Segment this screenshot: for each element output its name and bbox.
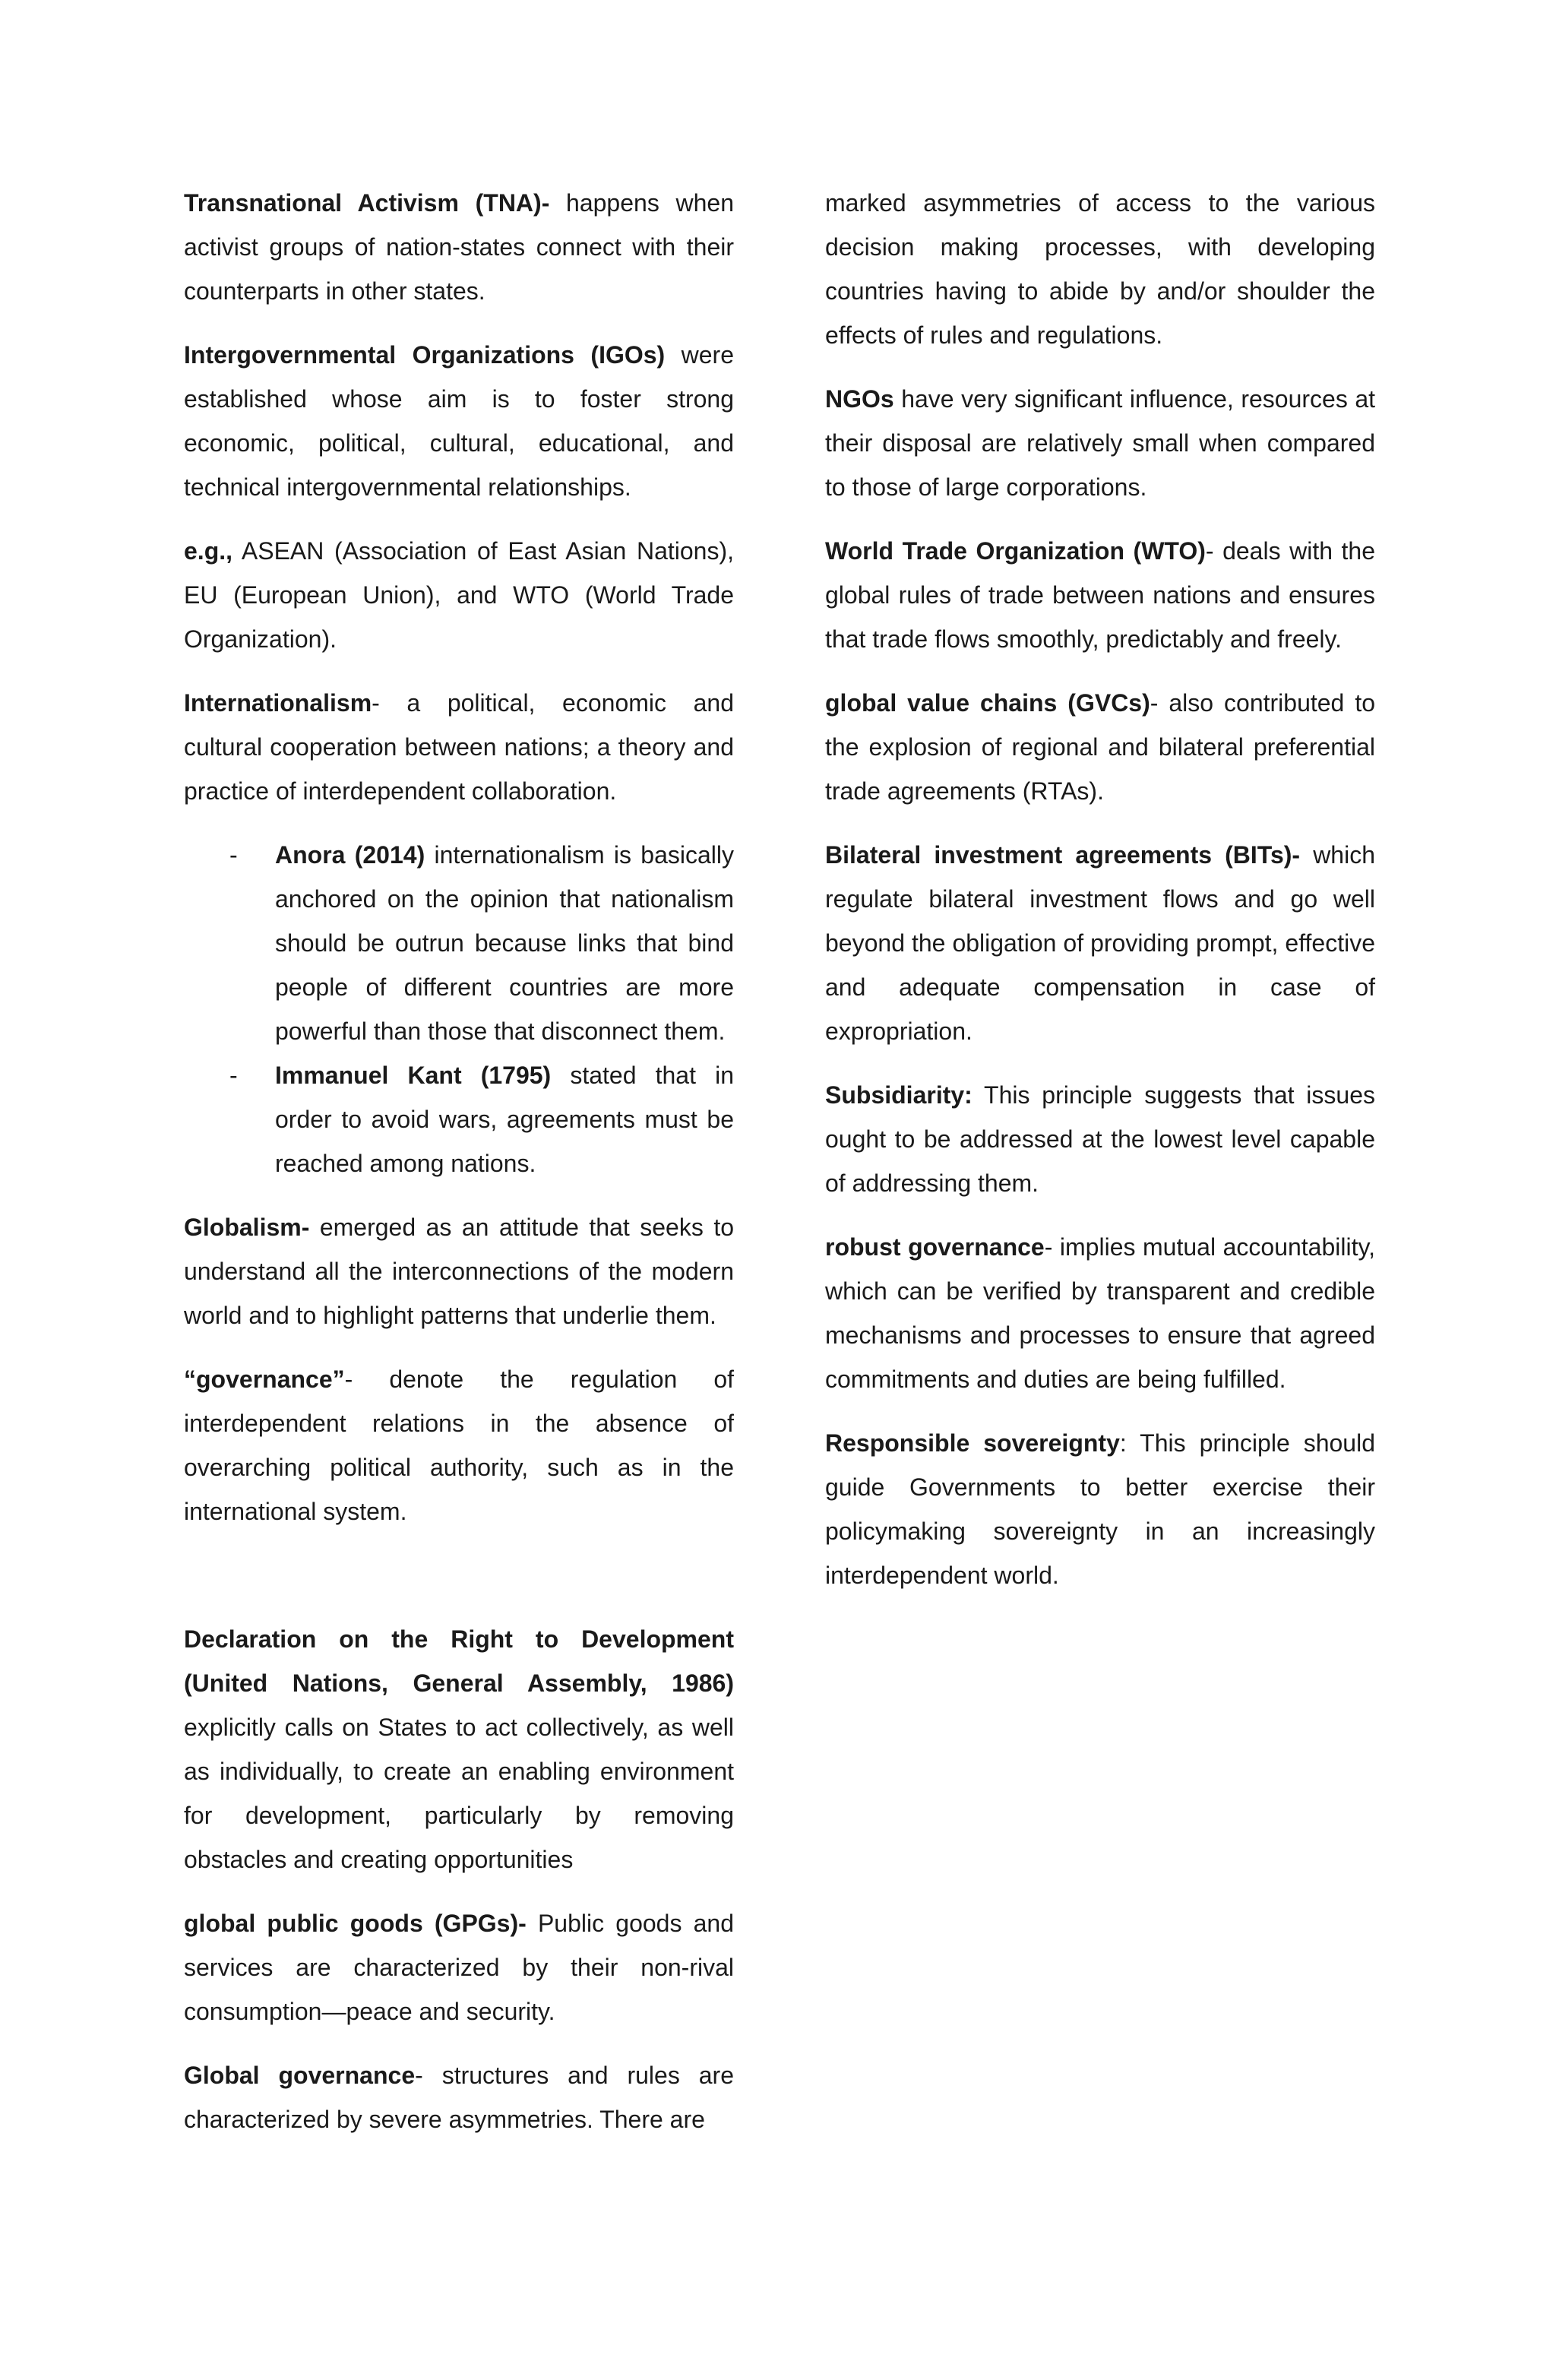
governance-paragraph — [184, 1357, 734, 1533]
bullet-list — [184, 833, 734, 1185]
global-governance-paragraph — [184, 2053, 734, 2141]
declaration-text: explicitly calls on States to act collectively, as well as individually, to create an enabling environment for development, particularly by removing obstacles and creating opportunities — [184, 1714, 734, 1873]
bullet-dash: - — [229, 1062, 238, 1089]
governance-term: “governance” — [184, 1366, 345, 1393]
ngos-paragraph — [825, 377, 1375, 509]
gvcs-paragraph — [825, 681, 1375, 813]
gpgs-paragraph — [184, 1901, 734, 2033]
list-item — [184, 1053, 734, 1185]
internationalism-bullet-list — [184, 833, 734, 1185]
gvcs-term: global value chains (GVCs) — [825, 689, 1150, 717]
left-column — [184, 181, 734, 2161]
bits-paragraph — [825, 833, 1375, 1053]
wto-paragraph — [825, 529, 1375, 661]
responsible-sovereignty-paragraph — [825, 1421, 1375, 1597]
tna-paragraph — [184, 181, 734, 313]
wto-term: World Trade Organization (WTO) — [825, 537, 1206, 565]
bullet-text: internationalism is basically anchored on the opinion that nationalism should be outrun because links that bind people of different countries are more powerful than those that disconnect them. — [275, 841, 735, 1045]
internationalism-text: - a political, economic and cultural cooperation between nations; a theory and practice of interdependent collaboration. — [184, 689, 734, 805]
gpgs-text: Public goods and services are characterized by their non-rival consumption—peace and security. — [184, 1910, 735, 2025]
globalism-term: Globalism- — [184, 1214, 310, 1241]
igos-term: Intergovernmental Organizations (IGOs) — [184, 341, 666, 369]
bullet-dash: - — [229, 841, 238, 869]
continuation-paragraph — [825, 181, 1375, 357]
right-column — [825, 181, 1375, 1617]
declaration-paragraph — [184, 1617, 734, 1882]
subsidiarity-term: Subsidiarity: — [825, 1081, 972, 1109]
globalism-text: emerged as an attitude that seeks to understand all the interconnections of the modern world and to highlight patterns that underlie them. — [184, 1214, 734, 1329]
wto-text: - deals with the global rules of trade between nations and ensures that trade flows smoothly, predictably and freely. — [825, 537, 1376, 653]
example-term: e.g., — [184, 537, 233, 565]
declaration-term: Declaration on the Right to Development (United Nations, General Assembly, 1986) — [184, 1625, 734, 1697]
robust-governance-text: - implies mutual accountability, which can be verified by transparent and credible mechanisms and processes to ensure that agreed commitments and duties are being fulfilled. — [825, 1233, 1376, 1393]
example-paragraph — [184, 529, 734, 661]
responsible-sovereignty-term: Responsible sovereignty — [825, 1429, 1120, 1457]
governance-text: - denote the regulation of interdependent relations in the absence of overarching political authority, such as in the international system. — [184, 1366, 734, 1525]
tna-text: happens when activist groups of nation-states connect with their counterparts in other states. — [184, 189, 735, 305]
internationalism-paragraph — [184, 681, 734, 813]
igos-paragraph — [184, 333, 734, 509]
igos-text: were established whose aim is to foster strong economic, political, cultural, educational, and technical intergovernmental relationships. — [184, 341, 735, 501]
continuation-text: marked asymmetries of access to the various decision making processes, with developing countries having to abide by and/or shoulder the effects of rules and regulations. — [825, 189, 1375, 349]
example-text: ASEAN (Association of East Asian Nations), EU (European Union), and WTO (World Trade Organization). — [184, 537, 734, 653]
globalism-paragraph — [184, 1205, 734, 1337]
section-spacer — [184, 1553, 734, 1617]
bits-text: which regulate bilateral investment flows and go well beyond the obligation of providing prompt, effective and adequate compensation in case of expropriation. — [825, 841, 1376, 1045]
bullet-text: stated that in order to avoid wars, agreements must be reached among nations. — [275, 1062, 735, 1177]
ngos-text: have very significant influence, resources at their disposal are relatively small when compared to those of large corporations. — [825, 385, 1375, 501]
bits-term: Bilateral investment agreements (BITs)- — [825, 841, 1301, 869]
gpgs-term: global public goods (GPGs)- — [184, 1910, 527, 1937]
responsible-sovereignty-text: : This principle should guide Governments to better exercise their policymaking sovereignty in an increasingly interdependent world. — [825, 1429, 1375, 1589]
list-item — [184, 833, 734, 1053]
tna-term: Transnational Activism (TNA)- — [184, 189, 550, 217]
subsidiarity-paragraph — [825, 1073, 1375, 1205]
internationalism-term: Internationalism — [184, 689, 372, 717]
robust-governance-paragraph — [825, 1225, 1375, 1401]
bullet-term: Anora (2014) — [275, 841, 425, 869]
robust-governance-term: robust governance — [825, 1233, 1045, 1261]
subsidiarity-text: This principle suggests that issues ought to be addressed at the lowest level capable of addressing them. — [825, 1081, 1375, 1197]
ngos-term: NGOs — [825, 385, 894, 413]
global-governance-term: Global governance — [184, 2062, 416, 2089]
global-governance-text: - structures and rules are characterized by severe asymmetries. There are — [184, 2062, 735, 2133]
gvcs-text: - also contributed to the explosion of regional and bilateral preferential trade agreements (RTAs). — [825, 689, 1375, 805]
bullet-term: Immanuel Kant (1795) — [275, 1062, 552, 1089]
